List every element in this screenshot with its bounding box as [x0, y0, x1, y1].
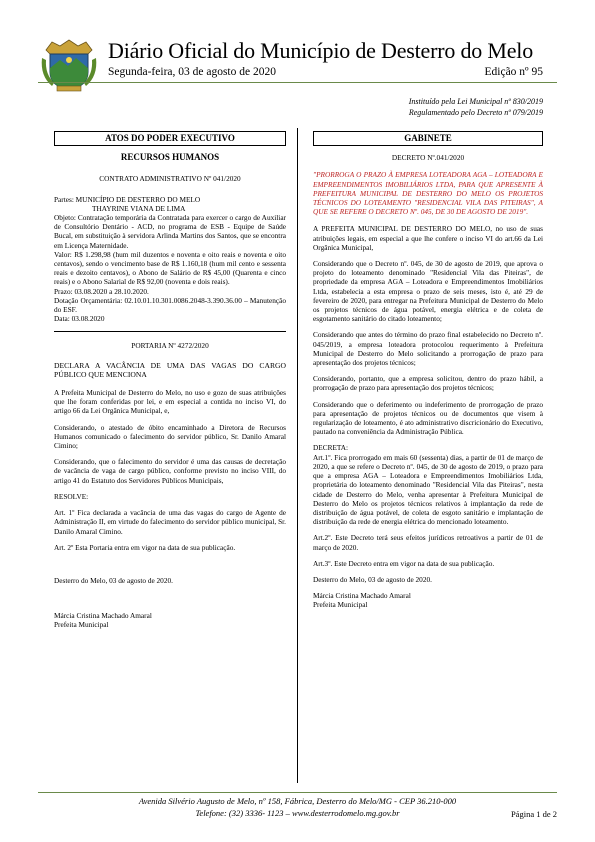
contract-object: Objeto: Contratação temporária da Contratada para exercer o cargo de Auxiliar de Consultório Dentário - ACD, no programa de ESB - Equipe de Saúde Bucal, em substituição à servidora Arlinda Martins dos Santos, que se encontra em Licença Maternidade. [54, 213, 286, 250]
footer-contact: Telefone: (32) 3336- 1123 – www.desterrodomelo.mg.gov.br [195, 808, 400, 818]
portaria-place-date: Desterro do Melo, 03 de agosto de 2020. [54, 575, 173, 585]
section-title-cabinet: GABINETE [313, 131, 543, 146]
contract-value: Valor: R$ 1.298,98 (hum mil duzentos e noventa e oito reais e noventa e oito centavos), sendo o vencimento base de R$ 1.160,18 (hum mil cento e sessenta reais e dezoito centavos), o Abono de Salário de R$ 45,00 (Quarenta e cinco reais) e o Abono Salarial de R$ 92,00 (noventa e dois reais). [54, 249, 286, 287]
contract-parties: Partes: MUNICÍPIO DE DESTERRO DO MELO [54, 194, 201, 204]
decree-article-3: Art.3º. Este Decreto entra em vigor na data de sua publicação. [313, 558, 495, 568]
portaria-considering-1: Considerando, o atestado de óbito encaminhado a Diretora de Recursos Humanos comunicado o falecimento do servidor público, Sr. Danilo Amaral Cimino; [54, 422, 286, 451]
decree-considering-2: Considerando que antes do término do prazo final estabelecido no Decreto nº. 045/2019, a empresa loteadora protocolou requerimento à Prefeitura Municipal de Desterro do Melo solicitando a prorrogação de prazo para apresentação dos projetos técnicos; [313, 330, 543, 368]
section-title-executive: ATOS DO PODER EXECUTIVO [54, 131, 286, 146]
decree-signer: Márcia Cristina Machado Amaral [313, 591, 411, 601]
coat-of-arms-icon [40, 36, 98, 92]
institution-note [409, 96, 543, 118]
footer-divider [38, 792, 557, 793]
decree-title: DECRETO Nº.041/2020 [391, 153, 465, 163]
decree-article-1: Art.1º. Fica prorrogado em mais 60 (sessenta) dias, a partir de 01 de março de 2020, a que se refere o Decreto nº. 045, de 30 de agosto de 2019, o prazo para que a empresa AGA – Loteadora e Empreendimentos Imobiliários Ltda, proprietária do loteamento denominado "Residencial Vila das Piteiras", nesta cidade de Desterro do Melo, venha apresentar à Prefeitura Municipal de Desterro do Melo os projetos técnicos relativos à implantação da rede de distribuição de água potável, de coleta de esgoto sanitário e implantação de distribuição da rede de energia elétrica do mencionado loteamento. [313, 452, 543, 527]
decree-article-2: Art.2º. Este Decreto terá seus efeitos jurídicos retroativos a partir de 01 de março de 2020. [313, 533, 543, 552]
issue-date: Segunda-feira, 03 de agosto de 2020 [108, 66, 276, 78]
left-column [54, 131, 286, 630]
decree-decreta: DECRETA: [313, 443, 349, 453]
contract-title: CONTRATO ADMINISTRATIVO Nº 041/2020 [99, 174, 241, 184]
subsection-human-resources: RECURSOS HUMANOS [120, 152, 220, 163]
decree-summary: "PRORROGA O PRAZO À EMPRESA LOTEADORA AGA – LOTEADORA E EMPREENDIMENTOS IMOBILIÁRIOS LTDA, PARA QUE APRESENTE À PREFEITURA MUNICIPAL DE DESTERRO DO MELO OS PROJETOS TÉCNICOS DO LOTEAMENTO "RESIDENCIAL VILA DAS PITEIRAS", A QUE SE REFERE O DECRETO Nº. 045, DE 30 DE AGOSTO DE 2019". [313, 170, 543, 217]
separator [54, 331, 286, 332]
decree-considering-4: Considerando que o deferimento ou indeferimento de prorrogação de prazo para apresentação de projetos técnicos ou de documentos que visem à regularização de loteamento, é ato administrativo discricionário do Executivo, pautado na conveniência da Administração Pública. [313, 399, 543, 437]
regulated-by-decree: Regulamentado pelo Decreto nº 079/2019 [408, 108, 543, 117]
edition-number: Edição nº 95 [484, 66, 543, 78]
decree-preamble: A PREFEITA MUNICIPAL DE DESTERRO DO MELO, no uso de suas atribuições legais, em especial a que lhe confere o inciso VI do art.66 da Lei Orgânica Municipal, [313, 224, 543, 252]
gazette-title: Diário Oficial do Município de Desterro do Melo [108, 38, 533, 63]
right-column [313, 131, 543, 610]
contract-party-contracted: THAYRINE VIANA DE LIMA [92, 203, 186, 213]
header-divider [38, 82, 557, 83]
page-number: Página 1 de 2 [510, 809, 557, 819]
decree-signer-role: Prefeita Municipal [313, 600, 368, 610]
portaria-preamble: A Prefeita Municipal de Desterro do Melo, no uso e gozo de suas atribuições que lhe foram conferidas por lei, e em especial a contida no inciso VI, do artigo 66 da Lei Orgânica Municipal, e, [54, 388, 286, 416]
portaria-summary: DECLARA A VACÂNCIA DE UMA DAS VAGAS DO CARGO PÚBLICO QUE MENCIONA [54, 360, 286, 379]
portaria-signer-role: Prefeita Municipal [54, 620, 109, 630]
decree-considering-1: Considerando que o Decreto nº. 045, de 30 de agosto de 2019, que aprova o projeto do loteamento denominado "Residencial Vila das Piteiras", de propriedade da empresa AGA – Loteadora e Empreendimentos Imobiliários Ltda, estabelecia a esta empresa o prazo de seis meses, isto é, até 29 de fevereiro de 2020, para entregar na Prefeitura Municipal de Desterro do Melo os projetos técnicos de água potável, energia elétrica e de coleta de esgotamento sanitário do citado loteamento; [313, 259, 543, 324]
decree-place-date: Desterro do Melo, 03 de agosto de 2020. [313, 574, 432, 584]
portaria-article-2: Art. 2º Esta Portaria entra em vigor na data de sua publicação. [54, 542, 236, 552]
portaria-title: PORTARIA Nº 4272/2020 [131, 341, 209, 351]
portaria-signer: Márcia Cristina Machado Amaral [54, 611, 152, 621]
column-divider [297, 128, 298, 783]
portaria-article-1: Art. 1º Fica declarada a vacância de uma das vagas do cargo de Agente de Administração II, em virtude do falecimento do servidor público municipal, Sr. Danilo Amaral Cimino. [54, 508, 286, 536]
portaria-resolve: RESOLVE: [54, 491, 89, 501]
contract-term: Prazo: 03.08.2020 a 28.10.2020. [54, 286, 149, 296]
portaria-considering-2: Considerando, que o falecimento do servidor é uma das causas de decretação de vacância de vaga de cargo público, conforme previsto no inciso VIII, do artigo 41 do Estatuto dos Servidores Públicos Municipais, [54, 457, 286, 485]
contract-budget: Dotação Orçamentária: 02.10.01.10.301.0086.2048-3.390.36.00 – Manutenção do ESF. [54, 295, 286, 315]
footer-address: Avenida Silvério Augusto de Melo, nº 158, Fábrica, Desterro do Melo/MG - CEP 36.210-000 [138, 796, 457, 806]
contract-date: Data: 03.08.2020 [54, 314, 105, 324]
instituted-by-law: Instituído pela Lei Municipal nº 830/2019 [408, 97, 543, 106]
decree-considering-3: Considerando, portanto, que a empresa solicitou, dentro do prazo hábil, a prorrogação de prazo para apresentação dos projetos técnicos; [313, 374, 543, 393]
